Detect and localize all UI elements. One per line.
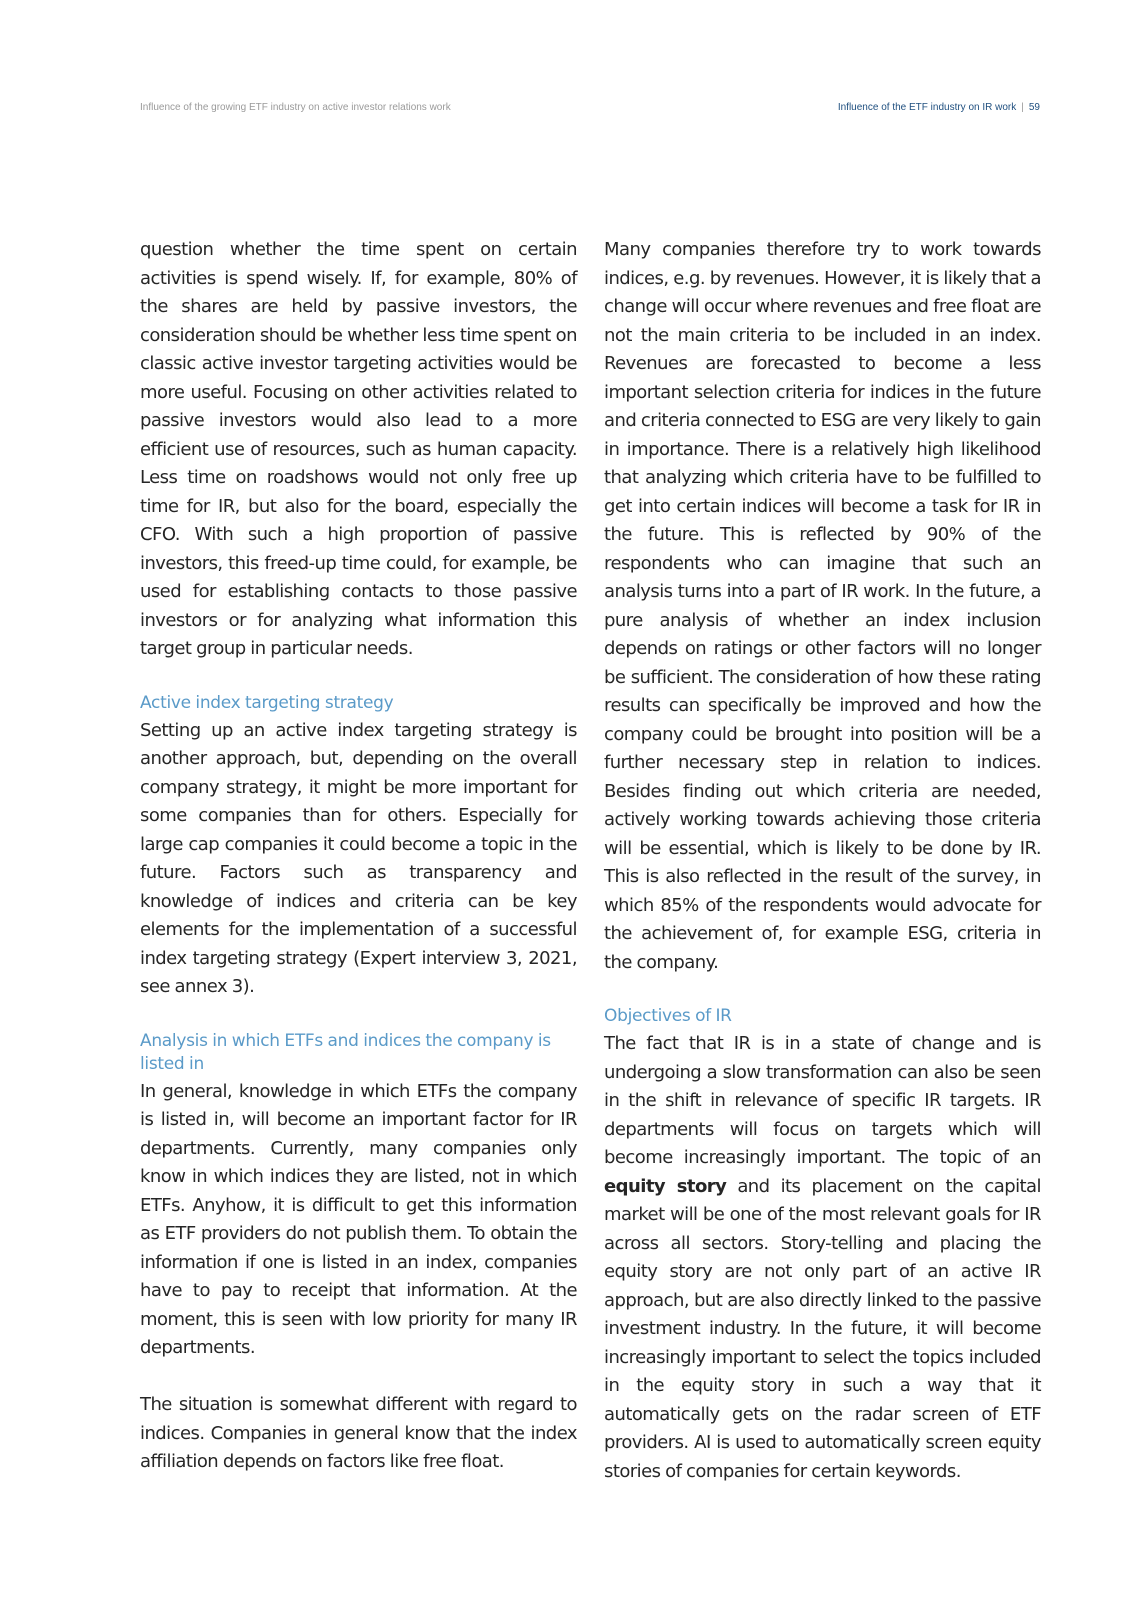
header-separator: | — [1021, 102, 1024, 113]
left-column — [140, 236, 577, 1477]
header-section-title: Influence of the ETF industry on IR work — [837, 102, 1017, 113]
section-heading: Objectives of IR — [604, 1006, 732, 1026]
header-section-info — [838, 100, 1040, 116]
paragraph: question whether the time spent on certain activities is spend wisely. If, for example, 80% of the shares are held by passive investors, the consideration should be whether less time spent on classic active investor targeting activities would be more useful. Focusing on other activities related to passive investors would also lead to a more efficient use of resources, such as human capacity. Less time on roadshows would not only free up time for IR, but also for the board, especially the CFO. With such a high proportion of passive investors, this freed-up time could, for example, be used for establishing contacts to those passive investors or for analyzing what information this target group in particular needs. — [140, 239, 577, 659]
text-run: and its placement on the capital market will be one of the most relevant goals for IR across all sectors. Story-telling and placing the equity story are not only part of an active IR approach, but are also directly linked to the passive investment industry. In the future, it will become increasingly important to select the topics included in the equity story in such a way that it automatically gets on the radar screen of ETF providers. AI is used to automatically screen equity stories of companies for certain keywords. — [604, 1175, 1041, 1482]
paragraph: Many companies therefore try to work towards indices, e.g. by revenues. However, it is likely that a change will occur where revenues and free float are not the main criteria to be included in an index. Revenues are forecasted to become a less important selection criteria for indices in the future and criteria connected to ESG are very likely to gain in importance. There is a relatively high likelihood that analyzing which criteria have to be fulfilled to get into certain indices will become a task for IR in the future. This is reflected by 90% of the respondents who can imagine that such an analysis turns into a part of IR work. In the future, a pure analysis of whether an index inclusion depends on ratings or other factors will no longer be sufficient. The consideration of how these rating results can specifically be improved and how the company could be brought into position will be a further necessary step in relation to indices. Besides finding out which criteria are needed, actively working towards achieving those criteria will be essential, which is likely to be done by IR. This is also reflected in the result of the survey, in which 85% of the respondents would advocate for the achievement of, for example ESG, criteria in the company. — [604, 239, 1041, 973]
paragraph: The situation is somewhat different with regard to indices. Companies in general know that the index affiliation depends on factors like free float. — [140, 1394, 577, 1472]
right-column — [604, 236, 1041, 1486]
paragraph: In general, knowledge in which ETFs the company is listed in, will become an important factor for IR departments. Currently, many companies only know in which indices they are listed, not in which ETFs. Anyhow, it is difficult to get this information as ETF providers do not publish them. To obtain the information if one is listed in an index, companies have to pay to receipt that information. At the moment, this is seen with low priority for many IR departments. — [140, 1080, 577, 1358]
paragraph: Setting up an active index targeting strategy is another approach, but, depending on the overall company strategy, it might be more important for some companies than for others. Especially for large cap companies it could become a topic in the future. Factors such as transparency and knowledge of indices and criteria can be key elements for the implementation of a successful index targeting strategy (Expert interview 3, 2021, see annex 3). — [140, 719, 577, 997]
paragraph — [604, 1030, 1041, 1486]
section-heading: Analysis in which ETFs and indices the company is listed in — [140, 1030, 551, 1074]
running-header — [140, 100, 1040, 116]
section-heading: Active index targeting strategy — [140, 692, 394, 713]
text-run: The fact that IR is in a state of change and is undergoing a slow transformation can also be seen in the shift in relevance of specific IR targets. IR departments will focus on targets which will become increasingly important. The topic of an — [604, 1033, 1041, 1168]
header-document-title: Influence of the growing ETF industry on active investor relations work — [140, 102, 451, 113]
page-number: 59 — [1028, 102, 1040, 113]
emphasis-equity-story: equity story — [604, 1175, 727, 1197]
